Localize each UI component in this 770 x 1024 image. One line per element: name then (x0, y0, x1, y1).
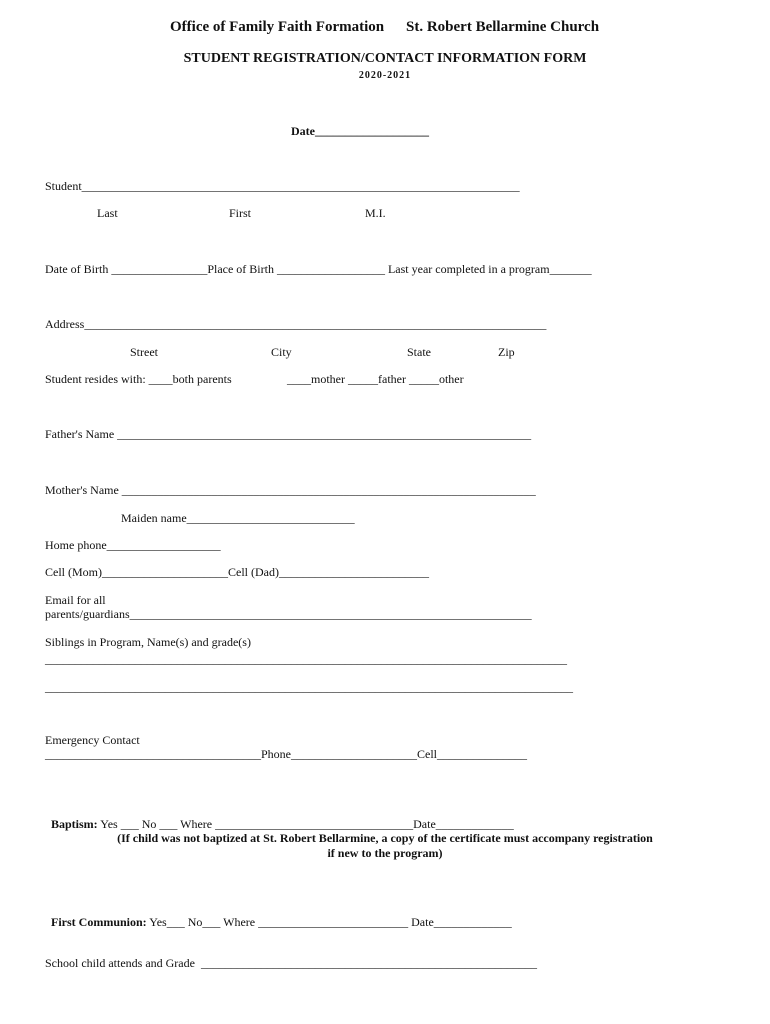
siblings-label: Siblings in Program, Name(s) and grade(s) (45, 635, 251, 649)
email-field[interactable]: parents/guardians___________________________________________________________________ (45, 607, 532, 621)
school-year: 2020-2021 (358, 70, 412, 81)
student-first-label: First (229, 206, 252, 220)
father-name-field[interactable]: Father's Name _____________________________________________________________________ (45, 427, 532, 441)
baptism-note-line-1: (If child was not baptized at St. Robert Bellarmine, a copy of the certificate must accompany registration (117, 831, 653, 845)
address-street-label: Street (130, 345, 158, 359)
mother-name-field[interactable]: Mother's Name _____________________________________________________________________ (45, 483, 536, 497)
address-city-label: City (271, 345, 292, 359)
resides-with-other-options[interactable]: ____mother _____father _____other (287, 372, 464, 386)
baptism-label: Baptism: (51, 817, 98, 831)
birth-info-field[interactable]: Date of Birth ________________Place of Birth __________________ Last year completed in a program_______ (45, 262, 592, 276)
siblings-field-2[interactable]: ________________________________________________________________________________________ (45, 680, 573, 694)
address-field[interactable]: Address_____________________________________________________________________________ (45, 317, 547, 331)
address-zip-label: Zip (498, 345, 515, 359)
form-title: STUDENT REGISTRATION/CONTACT INFORMATION FORM (183, 51, 587, 66)
date-field[interactable]: Date___________________ (291, 124, 429, 138)
church-name: St. Robert Bellarmine Church (406, 19, 600, 35)
student-last-label: Last (97, 206, 118, 220)
address-state-label: State (407, 345, 431, 359)
emergency-contact-label: Emergency Contact (45, 733, 140, 747)
communion-label: First Communion: (51, 915, 147, 929)
baptism-field[interactable]: Yes ___ No ___ Where _________________________________Date_____________ (97, 817, 514, 831)
siblings-field-1[interactable]: _______________________________________________________________________________________ (45, 652, 567, 666)
student-mi-label: M.I. (365, 206, 386, 220)
school-grade-field[interactable]: School child attends and Grade ________________________________________________________ (45, 956, 537, 970)
communion-row[interactable] (45, 901, 512, 929)
baptism-note-line-2: if new to the program) (327, 846, 443, 860)
email-label: Email for all (45, 593, 106, 607)
office-name: Office of Family Faith Formation (170, 19, 385, 35)
communion-field[interactable]: Yes___ No___ Where _________________________ Date_____________ (146, 915, 512, 929)
home-phone-field[interactable]: Home phone___________________ (45, 538, 221, 552)
cell-phones-field[interactable]: Cell (Mom)_____________________Cell (Dad)_________________________ (45, 565, 429, 579)
baptism-row[interactable] (45, 803, 514, 831)
emergency-contact-field[interactable]: ____________________________________Phone_____________________Cell_______________ (45, 747, 527, 761)
maiden-name-field[interactable]: Maiden name____________________________ (121, 511, 355, 525)
student-name-field[interactable]: Student_________________________________________________________________________ (45, 179, 520, 193)
resides-with-both-parents[interactable]: Student resides with: ____both parents (45, 372, 232, 386)
